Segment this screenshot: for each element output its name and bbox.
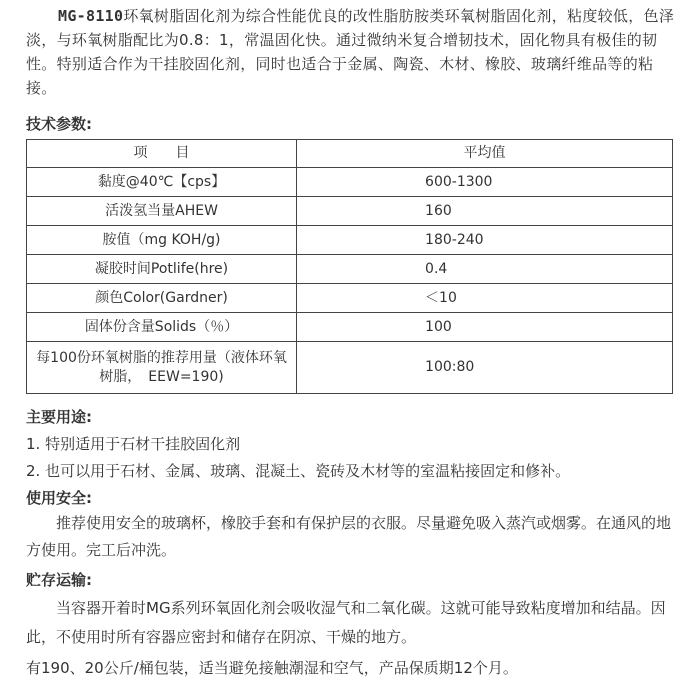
param-value: 100	[297, 313, 673, 342]
param-name: 胺值（mg KOH/g)	[27, 226, 297, 255]
param-name: 固体份含量Solids（％）	[27, 313, 297, 342]
safety-text: 推荐使用安全的玻璃杯，橡胶手套和有保护层的衣服。尽量避免吸入蒸汽或烟雾。在通风的地方使用。完工后冲洗。	[26, 514, 672, 559]
param-name: 颜色Color(Gardner)	[27, 284, 297, 313]
header-value: 平均值	[297, 140, 673, 168]
usage-item: 2. 也可以用于石材、金属、玻璃、混凝土、瓷砖及木材等的室温粘接固定和修补。	[26, 462, 571, 480]
tech-params-table	[26, 139, 673, 394]
param-name: 凝胶时间Potlife(hre)	[27, 255, 297, 284]
table-header-row	[27, 140, 673, 168]
param-value: 180-240	[297, 226, 673, 255]
storage-text: 当容器开着时MG系列环氧固化剂会吸收湿气和二氧化碳。这就可能导致粘度增加和结晶。因此，不使用时所有容器应密封和储存在阴凉、干燥的地方。	[26, 599, 666, 646]
param-value: 100:80	[297, 342, 673, 394]
packaging-text: 有190、20公斤/桶包装，适当避免接触潮湿和空气，产品保质期12个月。	[26, 659, 518, 677]
product-model: MG-8110	[58, 7, 124, 25]
param-value: 600-1300	[297, 168, 673, 197]
tech-params-heading: 技术参数:	[26, 115, 92, 133]
product-intro-text: 环氧树脂固化剂为综合性能优良的改性脂肪胺类环氧树脂固化剂，粘度较低，色泽淡，与环氧树脂配比为0.8：1，常温固化快。通过微纳米复合增韧技术，固化物具有极佳的韧性。特别适合作为干挂胶固化剂，同时也适合于金属、陶瓷、木材、橡胶、玻璃纤维品等的粘接。	[26, 7, 675, 97]
table-row	[27, 255, 673, 284]
table-row	[27, 342, 673, 394]
table-row	[27, 284, 673, 313]
param-name: 活泼氢当量AHEW	[27, 197, 297, 226]
header-item: 项 目	[27, 140, 297, 168]
param-value: ＜10	[297, 284, 673, 313]
usage-heading: 主要用途:	[26, 408, 92, 426]
table-row	[27, 197, 673, 226]
safety-heading: 使用安全:	[26, 489, 92, 507]
table-row	[27, 313, 673, 342]
usage-item: 1. 特别适用于石材干挂胶固化剂	[26, 435, 241, 453]
param-name: 黏度@40℃【cps】	[27, 168, 297, 197]
storage-heading: 贮存运输:	[26, 571, 92, 589]
product-intro	[26, 4, 676, 100]
param-name: 每100份环氧树脂的推荐用量（液体环氧树脂， EEW=190)	[27, 342, 297, 394]
table-row	[27, 168, 673, 197]
table-row	[27, 226, 673, 255]
param-value: 0.4	[297, 255, 673, 284]
param-value: 160	[297, 197, 673, 226]
